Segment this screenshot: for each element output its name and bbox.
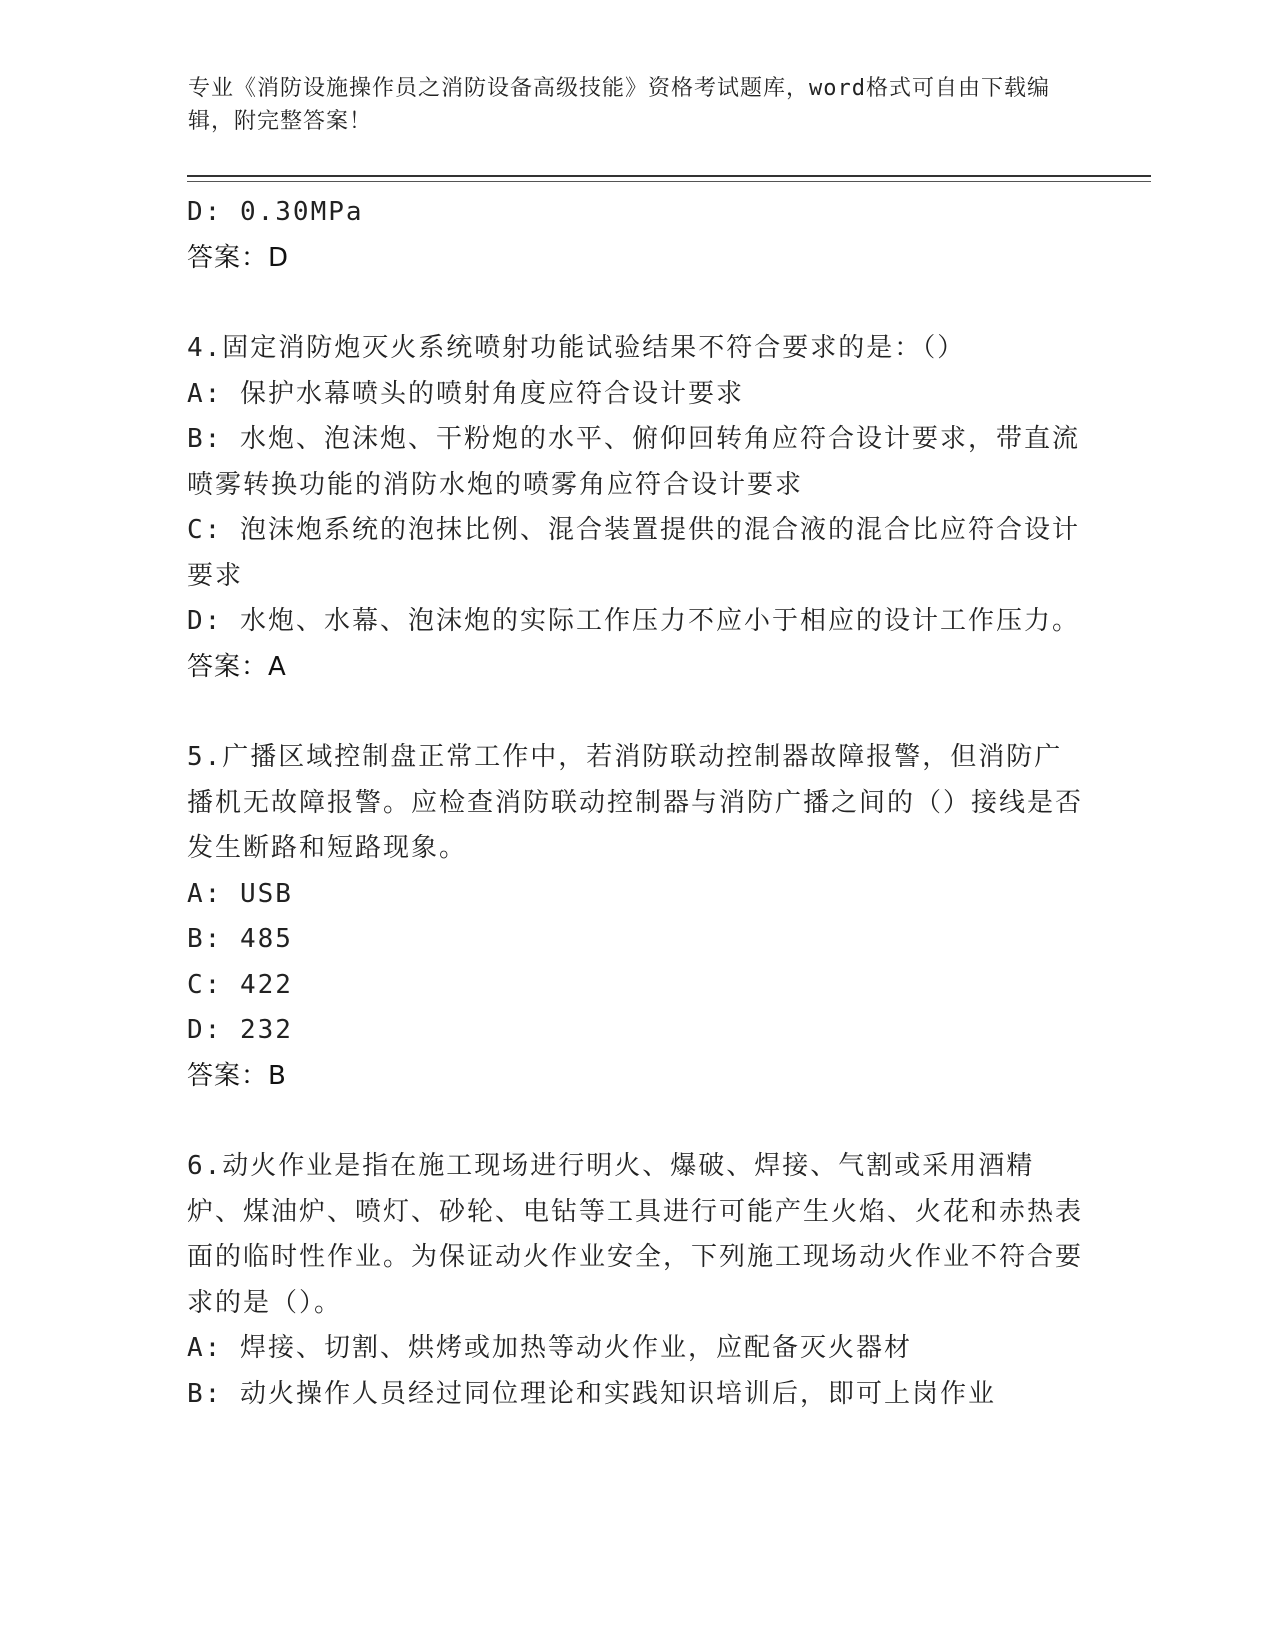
option-line: A: 焊接、切割、烘烤或加热等动火作业，应配备灭火器材 bbox=[187, 1333, 912, 1363]
option-line: B: 485 bbox=[187, 924, 293, 954]
question-6: 6.动火作业是指在施工现场进行明火、爆破、焊接、气割或采用酒精炉、煤油炉、喷灯、砂轮、电钻等工具进行可能产生火焰、火花和赤热表面的临时性作业。为保证动火作业安全，下列施工现场动火作业不符合要求的是（）。 bbox=[187, 1151, 1084, 1318]
option-line: D: 水炮、水幕、泡沫炮的实际工作压力不应小于相应的设计工作压力。 bbox=[187, 606, 1080, 636]
question-5: 5.广播区域控制盘正常工作中，若消防联动控制器故障报警，但消防广播机无故障报警。应检查消防联动控制器与消防广播之间的（）接线是否发生断路和短路现象。 bbox=[187, 742, 1084, 863]
answer-line: 答案：B bbox=[187, 1060, 287, 1091]
option-line: A: USB bbox=[187, 878, 293, 909]
option-line: B: 动火操作人员经过同位理论和实践知识培训后，即可上岗作业 bbox=[187, 1378, 996, 1409]
option-line: B: 水炮、泡沫炮、干粉炮的水平、俯仰回转角应符合设计要求，带直流喷雾转换功能的消防水炮的喷雾角应符合设计要求 bbox=[187, 424, 1080, 500]
option-line: C: 泡沫炮系统的泡抹比例、混合装置提供的混合液的混合比应符合设计要求 bbox=[187, 515, 1080, 591]
document-header: 专业《消防设施操作员之消防设备高级技能》资格考试题库，word格式可自由下载编辑，附完整答案！ bbox=[188, 76, 1050, 134]
question-4: 4.固定消防炮灭火系统喷射功能试验结果不符合要求的是：（） bbox=[187, 333, 966, 363]
header-rule-thin bbox=[187, 181, 1151, 182]
option-line: D: 232 bbox=[187, 1015, 293, 1045]
answer-line: 答案：A bbox=[187, 651, 287, 682]
header-rule bbox=[187, 175, 1151, 177]
question-content bbox=[187, 190, 1087, 1417]
option-line: C: 422 bbox=[187, 969, 293, 1000]
option-line: D: 0.30MPa bbox=[187, 197, 364, 227]
option-line: A: 保护水幕喷头的喷射角度应符合设计要求 bbox=[187, 378, 744, 409]
answer-line: 答案：D bbox=[187, 242, 290, 273]
